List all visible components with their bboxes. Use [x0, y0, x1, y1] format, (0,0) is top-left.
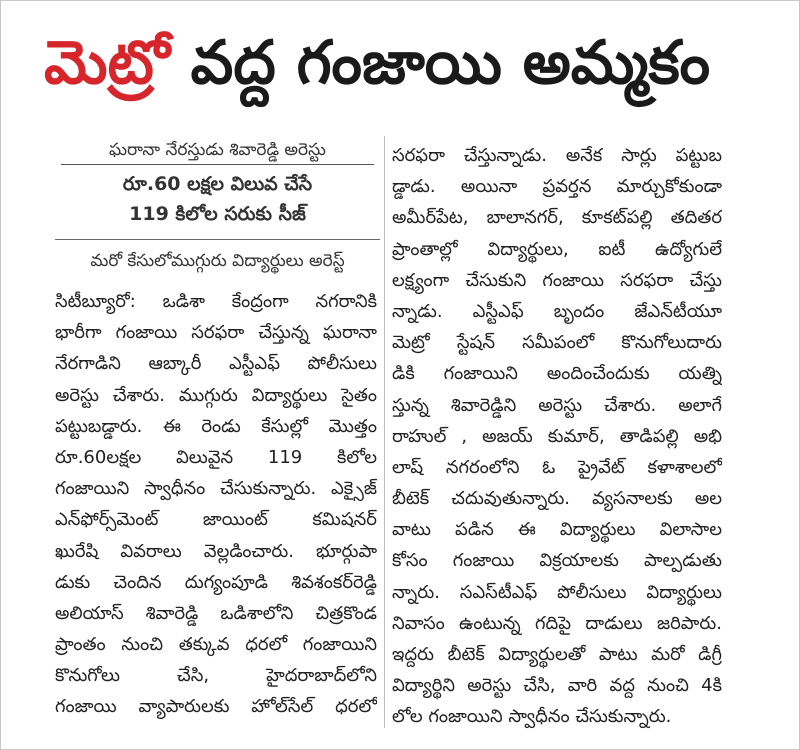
subheadings [55, 136, 380, 276]
body-line: ఎన్‌ఫోర్స్‌మెంట్ జాయింట్ కమిషనర్ [55, 509, 377, 531]
body-line: అలియాస్ శివారెడ్డి ఒడిశాలోని చిత్రకొండ [55, 602, 377, 624]
body-line: స్తున్న శివారెడ్డిని అరెస్టు చేశారు. అలాగే [392, 394, 722, 416]
body-line: సరఫరా చేస్తున్నాడు. అనేక సార్లు పట్టుబ [392, 145, 722, 166]
subhead-divider [55, 239, 380, 240]
body-line: ఇద్దరు బీటెక్ విద్యార్థులతో పాటు మరో డిగ్రీ [392, 644, 722, 665]
body-line: మెట్రో స్టేషన్ సమీపంలో కొనుగోలుదారు [392, 332, 722, 354]
body-line: గంజాయిని స్వాధీనం చేసుకున్నారు. ఎక్సైజ్ [55, 478, 377, 500]
body-line: ప్రాంతం నుంచి తక్కువ ధరలో గంజాయిని [55, 634, 377, 656]
body-line: ఖురేషి వివరాలు వెల్లడించారు. భూర్గుపా [55, 540, 377, 562]
subhead-seizure: 119 కిలోల సరుకు సీజ్ [129, 203, 306, 225]
body-line: కోసం గంజాయి విక్రయాలకు పాల్పడుతు [392, 550, 722, 572]
subhead-kicker: ఘరానా నేరస్తుడు శివారెడ్డి అరెస్టు [61, 136, 374, 165]
body-line: నేరగాడిని ఆబ్కారీ ఎస్టీఎఫ్ పోలీసులు [55, 353, 377, 375]
body-line: లాష్ నగరంలోని ఓ ప్రైవేట్ కళాశాలలో [392, 456, 722, 478]
body-line: పట్టుబడ్డారు. ఈ రెండు కేసుల్లో మొత్తం [55, 415, 377, 437]
body-line: రూ.60లక్షల విలువైన 119 కిలోల [55, 446, 377, 468]
body-line: డ్డాడు. అయినా ప్రవర్తన మార్చుకోకుండా [392, 176, 722, 198]
body-line: బీటెక్ చదువుతున్నారు. వ్యసనాలకు అల [392, 488, 722, 510]
column-divider [384, 136, 385, 728]
headline-highlight: మెట్రో [44, 28, 170, 98]
body-line: డికి గంజాయిని అందించేందుకు యత్ని [392, 363, 722, 385]
body-line: న్నారు. సఎస్‌టీఎఫ్ పోలీసులు విద్యార్థులు [392, 581, 722, 603]
headline-rest: వద్ద గంజాయి అమ్మకం [169, 28, 711, 98]
body-line: అరెస్టు చేశారు. ముగ్గురు విద్యార్థులు సైతం [55, 384, 377, 406]
subhead-second-case: మరో కేసులోముగ్గురు విద్యార్థులు అరెస్ట్ [90, 251, 345, 271]
body-line: న్నాడు. ఎస్టీఎఫ్ బృందం జేఎన్‌టీయూ [392, 300, 722, 322]
headline [44, 18, 734, 108]
body-line: డుకు చెందిన దుగ్యంపూడి శివశంకర్‌రెడ్డి [55, 571, 377, 593]
body-line: గంజాయి వ్యాపారులకు హోల్‌సేల్ ధరలో [55, 696, 377, 718]
body-line: కొనుగోలు చేసి, హైదరాబాద్‌లోని [55, 665, 377, 687]
body-line: సిటీబ్యూరో: ఒడిశా కేంద్రంగా నగరానికి [55, 291, 377, 312]
body-line: నివాసం ఉంటున్న గదిపై దాడులు జరిపారు. [392, 612, 722, 634]
right-column [392, 140, 722, 733]
body-line: వాటు పడిన ఈ విద్యార్థులు విలాసాల [392, 519, 722, 541]
body-line: లక్ష్యంగా చేసుకుని గంజాయి సరఫరా చేస్తు [392, 269, 722, 291]
body-line: రాహుల్ , అజయ్ కుమార్, తాడిపల్లి అభి [392, 425, 722, 447]
body-line: విద్యార్థిని అరెస్టు చేసి, వారి వద్ద నుంచి 4కి [392, 675, 722, 697]
body-line: ప్రాంతాల్లో విద్యార్థులు, ఐటీ ఉద్యోగులే [392, 238, 722, 260]
body-line: లోల గంజాయిని స్వాధీనం చేసుకున్నారు. [392, 706, 672, 728]
subhead-value: రూ.60 లక్షల విలువ చేసే [122, 173, 313, 195]
body-line: భారీగా గంజాయి సరఫరా చేస్తున్న ఘరానా [55, 322, 377, 344]
left-column [55, 286, 377, 723]
body-line: అమీర్‌పేట, బాలానగర్, కూకట్‌పల్లి తదితర [392, 207, 722, 229]
